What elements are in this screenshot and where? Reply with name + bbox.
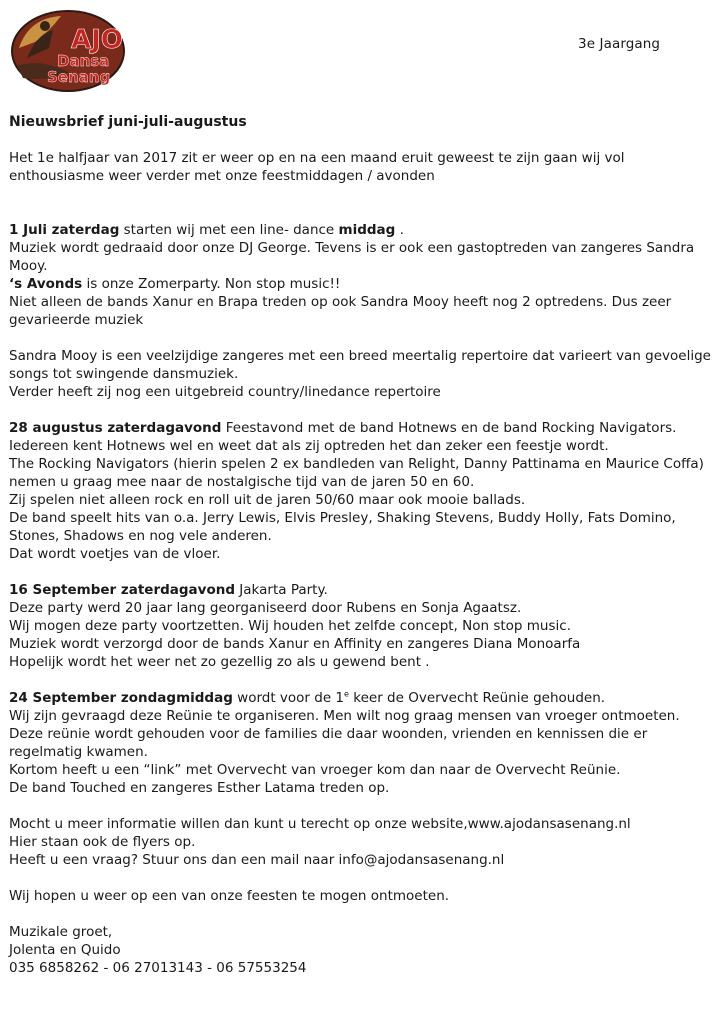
logo-text-ajo: AJO [71,25,123,55]
sandra-mooy-paragraph: Sandra Mooy is een veelzijdige zangeres met een breed meertalig repertoire dat varieert van gevoelige songs tot swingende dansmuziek. [9,348,711,382]
info-website-line: Mocht u meer informatie willen dan kunt u terecht op onze website,www.ajodansasenang.nl [9,816,631,832]
ajo-dansa-senang-logo [9,8,127,94]
signoff-names: Jolenta en Quido [9,942,121,958]
event-aug-28-line: Iedereen kent Hotnews wel en weet dat als zij optreden het dan zeker een feestje wordt. [9,438,609,454]
signoff-greeting: Muzikale groet, [9,924,113,940]
event-aug-28-heading: 28 augustus zaterdagavond Feestavond met de band Hotnews en de band Rocking Navigators. [9,420,677,436]
sandra-mooy-repertoire: Verder heeft zij nog een uitgebreid country/linedance repertoire [9,384,441,400]
edition-label: 3e Jaargang [578,36,661,52]
signoff-phones: 035 6858262 - 06 27013143 - 06 57553254 [9,960,307,976]
event-sep-24-line: Wij zijn gevraagd deze Reünie te organiseren. Men wilt nog graag mensen van vroeger ontmoeten. [9,708,680,724]
event-sep-16-line: Hopelijk wordt het weer net zo gezellig zo als u gewend bent . [9,654,430,670]
newsletter-title: Nieuwsbrief juni-juli-augustus [9,114,247,130]
event-aug-28-line: De band speelt hits van o.a. Jerry Lewis, Elvis Presley, Shaking Stevens, Buddy Holly, Fats Domino, Stones, Shadows en nog vele anderen. [9,510,676,544]
event-july-1-bands: Niet alleen de bands Xanur en Brapa treden op ook Sandra Mooy heeft nog 2 optredens. Dus zeer gevarieerde muziek [9,294,672,328]
event-sep-16-line: Deze party werd 20 jaar lang georganiseerd door Rubens en Sonja Agaatsz. [9,600,522,616]
event-july-1-evening: ‘s Avonds is onze Zomerparty. Non stop music!! [9,276,341,292]
event-july-1-dj-text: Muziek wordt gedraaid door onze DJ George. Tevens is er ook een gastoptreden van zangeres Sandra Mooy. [9,240,695,274]
event-sep-24-heading: 24 September zondagmiddag wordt voor de 1e keer de Overvecht Reünie gehouden. [9,689,606,706]
newsletter-body [9,113,721,977]
event-sep-24-line: Deze reünie wordt gehouden voor de families die daar woonden, vrienden en kennissen die er regelmatig kwamen. [9,726,648,760]
event-sep-16-heading: 16 September zaterdagavond Jakarta Party. [9,582,328,598]
event-july-1-date: 1 Juli zaterdag [9,222,120,238]
event-sep-16-line: Muziek wordt verzorgd door de bands Xanur en Affinity en zangeres Diana Monoarfa [9,636,581,652]
event-july-1-paragraph: 1 Juli zaterdag starten wij met een line- dance middag . [9,222,404,238]
closing-line: Wij hopen u weer op een van onze feesten te mogen ontmoeten. [9,888,450,904]
event-sep-16-line: Wij mogen deze party voortzetten. Wij houden het zelfde concept, Non stop music. [9,618,571,634]
info-flyers-line: Hier staan ook de flyers op. [9,834,196,850]
event-sep-24-line: Kortom heeft u een “link” met Overvecht van vroeger kom dan naar de Overvecht Reünie. [9,762,621,778]
event-aug-28-line: Dat wordt voetjes van de vloer. [9,546,221,562]
event-aug-28-line: Zij spelen niet alleen rock en roll uit de jaren 50/60 maar ook mooie ballads. [9,492,526,508]
logo-text-senang: Senang [47,68,111,86]
info-email-line: Heeft u een vraag? Stuur ons dan een mail naar info@ajodansasenang.nl [9,852,505,868]
event-aug-28-line: The Rocking Navigators (hierin spelen 2 ex bandleden van Relight, Danny Pattinama en Maurice Coffa) nemen u graag mee naar de nostalgische tijd van de jaren 50 en 60. [9,456,704,490]
logo-text-dansa: Dansa [57,52,110,70]
intro-paragraph: Het 1e halfjaar van 2017 zit er weer op en na een maand eruit geweest te zijn gaan wij vol enthousiasme weer verder met onze feestmiddagen / avonden [9,150,625,184]
event-sep-24-line: De band Touched en zangeres Esther Latama treden op. [9,780,390,796]
